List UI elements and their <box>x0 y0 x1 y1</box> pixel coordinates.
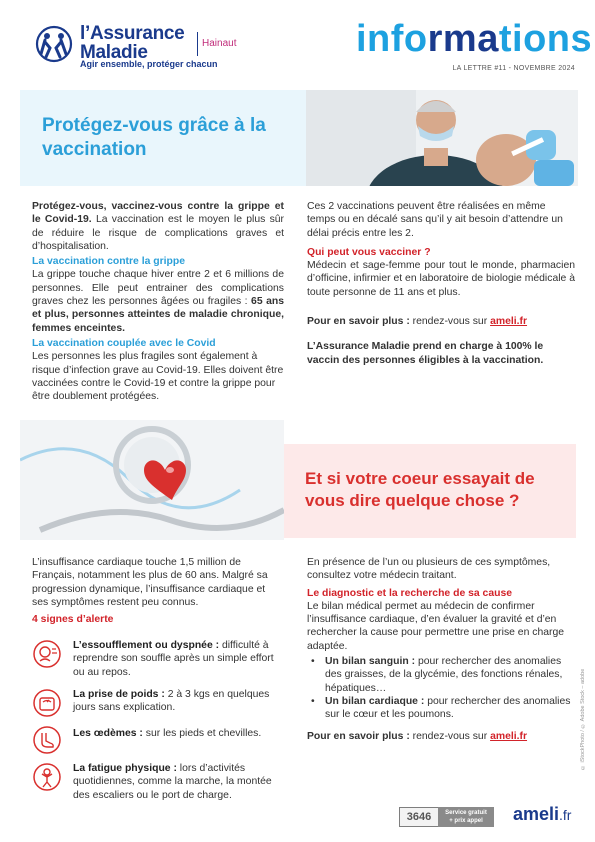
heart-title: Et si votre coeur essayait de vous dire quelque chose ? <box>305 469 535 510</box>
heart-left-column <box>32 556 282 626</box>
vaccination-title: Protégez-vous grâce à la vaccination <box>42 115 266 160</box>
heart-more-info: Pour en savoir plus : rendez-vous sur ameli.fr <box>307 730 528 742</box>
vaccination-right-column <box>307 200 575 367</box>
vaccination-intro: Protégez-vous, vaccinez-vous contre la grippe et le Covid-19. La vaccination est le moyen le plus sûr de réduire le risque de complications graves et d’hospitalisation. <box>32 201 285 252</box>
signs-heading: 4 signes d’alerte <box>32 614 114 626</box>
diagnosis-text: Le bilan médical permet au médecin de confirmer l’insuffisance cardiaque, d’en évaluer la gravité et d’en rechercher la cause pour permettre une prise en charge adaptée. <box>307 600 565 652</box>
issue-label: LA LETTRE #11 - NOVEMBRE 2024 <box>452 65 575 72</box>
flu-text: La grippe touche chaque hiver entre 2 et 6 millions de personnes. Elle peut entrainer des complications graves chez les personnes âgées ou fragiles : 65 ans et plus, personnes atteintes de maladie chronique, femmes enceintes. <box>32 269 284 334</box>
heart-right-column <box>307 556 575 743</box>
sign-breathlessness-text: L’essoufflement ou dyspnée : difficulté à reprendre son souffle après un simple effort ou au repos. <box>73 640 274 678</box>
vaccination-more-info: Pour en savoir plus : rendez-vous sur ameli.fr <box>307 316 528 328</box>
ameli-logo[interactable]: ameli.fr <box>513 804 572 824</box>
bullet-blood-test: • Un bilan sanguin : pour rechercher des anomalies des graisses, de la glycémie, des fonctions rénales, hépatiques… <box>307 655 575 695</box>
vaccination-ameli-link[interactable]: ameli.fr <box>490 316 528 328</box>
feet-icon <box>32 725 62 755</box>
header-divider <box>197 32 198 56</box>
vaccination-photo <box>306 90 578 186</box>
fatigue-icon <box>32 762 62 792</box>
service-badge: Service gratuit + prix appel <box>438 807 494 827</box>
flu-heading: La vaccination contre la grippe <box>32 256 186 268</box>
newsletter-masthead: informations <box>356 18 593 60</box>
who-text: Médecin et sage-femme pour tout le monde, pharmacien d’officine, infirmier et en laboratoire de biologie médicale à toute personne de 11 ans et plus. <box>307 260 575 298</box>
sign-weight-gain-text: La prise de poids : 2 à 3 kgs en quelques jours sans explication. <box>73 689 270 714</box>
phone-number: 3646 <box>399 807 439 827</box>
brand-name: l’Assurance Maladie <box>80 23 185 63</box>
weight-icon <box>32 688 62 718</box>
assurance-maladie-logo-icon <box>32 24 76 64</box>
heart-ameli-link[interactable]: ameli.fr <box>490 730 528 742</box>
breath-icon <box>32 639 62 669</box>
diagnosis-heading: Le diagnostic et la recherche de sa cause <box>307 587 513 599</box>
who-heading: Qui peut vous vacciner ? <box>307 246 431 258</box>
bullet-cardiac-test: • Un bilan cardiaque : pour rechercher des anomalies sur le cœur et les poumons. <box>307 695 575 722</box>
consult-text: En présence de l’un ou plusieurs de ces symptômes, consultez votre médecin traitant. <box>307 557 551 582</box>
covid-text: Les personnes les plus fragiles sont également à risque d’infection grave au Covid-19. Elles doivent être vaccinées contre le Covid-19 et contre la grippe pour être doublement protégées. <box>32 351 284 403</box>
vaccination-timing-text: Ces 2 vaccinations peuvent être réalisées en même temps ou en décalé sans qu’il y ait besoin d’attendre un délai précis entre les 2. <box>307 201 563 239</box>
photo-credit: © iStockPhoto / © Adobe Stock – adobe <box>580 668 586 770</box>
heart-intro: L’insuffisance cardiaque touche 1,5 million de Français, notamment les plus de 60 ans. Malgré sa progression dynamique, l’insuffisance cardiaque et ses symptômes restent peu connus. <box>32 557 268 608</box>
sign-edema-text: Les œdèmes : sur les pieds et chevilles. <box>73 728 262 739</box>
vaccination-left-column <box>32 200 284 403</box>
brand-tagline: Agir ensemble, protéger chacun <box>80 59 218 69</box>
region-label: Hainaut <box>202 38 237 49</box>
sign-fatigue-text: La fatigue physique : lors d’activités quotidiennes, comme la marche, la montée des escaliers ou le port de charge. <box>73 763 272 801</box>
covid-heading: La vaccination couplée avec le Covid <box>32 337 216 349</box>
heart-stethoscope-photo <box>20 420 284 540</box>
vaccination-coverage: L’Assurance Maladie prend en charge à 100% le vaccin des personnes éligibles à la vaccination. <box>307 341 544 366</box>
diagnosis-bullets <box>307 655 575 721</box>
